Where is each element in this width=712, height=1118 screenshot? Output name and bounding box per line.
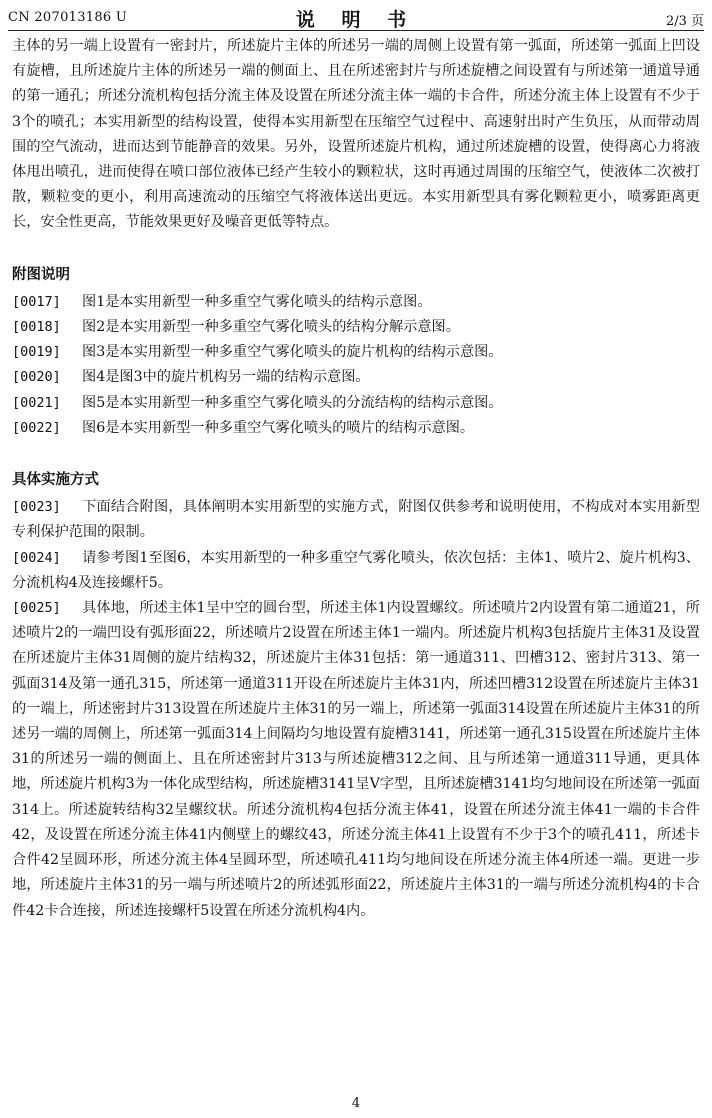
- fig-item-text: 图1是本实用新型一种多重空气雾化喷头的结构示意图。: [82, 293, 432, 310]
- doc-number: CN 207013186 U: [8, 10, 128, 25]
- paragraph-number: [0019]: [12, 344, 61, 361]
- intro-paragraph: 主体的另一端上设置有一密封片，所述旋片主体的所述另一端的周侧上设置有第一弧面，所述第一弧面上凹设有旋槽，且所述旋片主体的所述另一端的侧面上、且在所述密封片与所述旋槽之间设置有与所述第一通道导通的第一通孔；所述分流机构包括分流主体及设置在所述分流主体一端的卡合件，所述分流主体上设置有不少于3个的喷孔；本实用新型的结构设置，使得本实用新型在压缩空气过程中、高速射出时产生负压，从而带动周围的空气流动，进而达到节能静音的效果。另外，设置所述旋片机构，通过所述旋槽的设置，使得离心力将液体甩出喷孔，进而使得在喷口部位液体已经产生较小的颗粒状，这时再通过周围的压缩空气，使液体二次被打散，颗粒变的更小，利用高速流动的压缩空气将液体送出更远。本实用新型具有雾化颗粒更小，喷雾距离更长，安全性更高，节能效果更好及噪音更低等特点。: [12, 38, 700, 231]
- doc-title: 说 明 书: [295, 9, 417, 31]
- fig-item: [12, 416, 700, 441]
- paragraph-0025: [12, 596, 700, 924]
- fig-item: [12, 290, 700, 315]
- paragraph-text: 下面结合附图，具体阐明本实用新型的实施方式，附图仅供参考和说明使用，不构成对本实用新型专利保护范围的限制。: [12, 499, 700, 541]
- paragraph-text: 具体地，所述主体1呈中空的圆台型，所述主体1内设置螺纹。所述喷片2内设置有第二通道21，所述喷片2的一端凹设有弧形面22，所述喷片2设置在所述主体1一端内。所述旋片机构3包括旋片主体31及设置在所述旋片主体31周侧的旋片结构32，所述旋片主体31包括：第一通道311、凹槽312、密封片313、第一弧面314及第一通孔315，所述第一通道311开设在所述旋片主体31内，所述凹槽312设置在所述旋片主体31的一端上，所述密封片313设置在所述旋片主体31的另一端上，所述第一弧面314设置在所述旋片主体31的所述另一端的周侧上，所述第一弧面314上间隔均匀地设置有旋槽3141，所述第一通孔315设置在所述旋片主体31的所述另一端的侧面上、且在所述密封片313与所述旋槽312之间、且与所述第一通道311导通，更具体地，所述旋片机构3为一体化成型结构，所述旋槽3141呈V字型，且所述旋槽3141均匀地间设在所述第一弧面314上。所述旋转结构32呈螺纹状。所述分流机构4包括分流主体41，设置在所述分流主体41一端的卡合件42，及设置在所述分流主体41内侧壁上的螺纹43，所述分流主体41上设置有不少于3个的喷孔411，所述卡合件42呈圆环形，所述分流主体4呈圆环型，所述喷孔411均匀地间设在所述分流主体4所述一端。更进一步地，所述旋片主体31的另一端与所述喷片2的所述弧形面22，所述旋片主体31的一端与所述分流机构4的卡合件42卡合连接，所述连接螺杆5设置在所述分流机构4内。: [12, 600, 700, 919]
- paragraph-0023: [12, 495, 700, 545]
- fig-item-text: 图2是本实用新型一种多重空气雾化喷头的结构分解示意图。: [82, 319, 460, 336]
- paragraph-number: [0020]: [12, 369, 61, 386]
- fig-item: [12, 315, 700, 340]
- paragraph-number: [0017]: [12, 293, 61, 310]
- fig-item-text: 图3是本实用新型一种多重空气雾化喷头的旋片机构的结构示意图。: [82, 344, 503, 361]
- paragraph-number: [0018]: [12, 319, 61, 336]
- page-number: 4: [351, 1096, 361, 1111]
- impl-section-heading: 具体实施方式: [12, 472, 99, 489]
- fig-item-text: 图5是本实用新型一种多重空气雾化喷头的分流结构的结构示意图。: [82, 394, 503, 411]
- paragraph-number: [0024]: [12, 549, 61, 566]
- paragraph-number: [0023]: [12, 499, 61, 516]
- fig-item: [12, 365, 700, 390]
- paragraph-text: 请参考图1至图6，本实用新型的一种多重空气雾化喷头，依次包括：主体1、喷片2、旋片机构3、分流机构4及连接螺杆5。: [12, 549, 700, 591]
- paragraph-number: [0025]: [12, 600, 61, 617]
- fig-item: [12, 391, 700, 416]
- fig-list: [12, 290, 700, 441]
- page-header: [8, 4, 704, 31]
- fig-item-text: 图6是本实用新型一种多重空气雾化喷头的喷片的结构示意图。: [82, 419, 475, 436]
- paragraph-0024: [12, 546, 700, 596]
- paragraph-number: [0022]: [12, 419, 61, 436]
- document-body: [12, 34, 700, 924]
- page-indicator: 2/3 页: [665, 14, 704, 29]
- fig-item-text: 图4是图3中的旋片机构另一端的结构示意图。: [82, 369, 370, 386]
- fig-section-heading: 附图说明: [12, 266, 70, 283]
- fig-item: [12, 340, 700, 365]
- paragraph-number: [0021]: [12, 394, 61, 411]
